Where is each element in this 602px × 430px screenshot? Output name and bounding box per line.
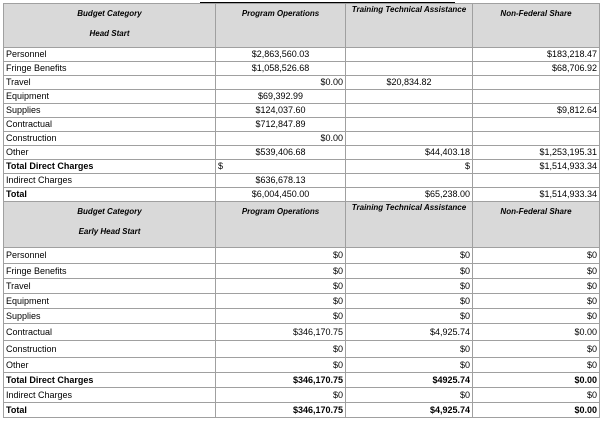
table-row xyxy=(4,248,600,264)
nonfed-cell xyxy=(473,132,600,146)
nonfed-cell: $9,812.64 xyxy=(473,104,600,118)
row-label: Fringe Benefits xyxy=(4,264,216,279)
table-row xyxy=(4,188,600,202)
budget-table xyxy=(3,3,600,418)
row-label: Construction xyxy=(4,341,216,358)
training-cell: $65,238.00 xyxy=(346,188,473,202)
row-label: Travel xyxy=(4,279,216,294)
nonfed-cell: $0 xyxy=(473,294,600,309)
table-row xyxy=(4,279,600,294)
nonfed-cell xyxy=(473,118,600,132)
row-label: Construction xyxy=(4,132,216,146)
table-row xyxy=(4,324,600,341)
program-cell: $539,406.68 xyxy=(216,146,346,160)
program-cell: $346,170.75 xyxy=(216,403,346,418)
nonfed-cell: $183,218.47 xyxy=(473,48,600,62)
program-cell: $0 xyxy=(216,279,346,294)
program-cell: $0 xyxy=(216,341,346,358)
nonfed-cell xyxy=(473,90,600,104)
row-label: Contractual xyxy=(4,324,216,341)
program-cell: $0 xyxy=(216,294,346,309)
table-row xyxy=(4,294,600,309)
program-cell: $0 xyxy=(216,264,346,279)
table-row xyxy=(4,309,600,324)
training-cell: $4,925.74 xyxy=(346,324,473,341)
section-header-head-start xyxy=(4,4,600,48)
table-row xyxy=(4,174,600,188)
table-row xyxy=(4,118,600,132)
training-cell xyxy=(346,132,473,146)
program-name: Head Start xyxy=(89,29,130,38)
program-cell: $712,847.89 xyxy=(216,118,346,132)
row-label: Total xyxy=(4,188,216,202)
training-cell: $0 xyxy=(346,279,473,294)
training-cell xyxy=(346,174,473,188)
training-cell: $0 xyxy=(346,341,473,358)
row-label: Travel xyxy=(4,76,216,90)
row-label: Personnel xyxy=(4,48,216,62)
training-cell: $0 xyxy=(346,309,473,324)
table-row xyxy=(4,104,600,118)
category-header: Budget Category xyxy=(77,9,142,18)
nonfed-cell: $0 xyxy=(473,264,600,279)
nonfed-cell: $0 xyxy=(473,388,600,403)
nonfed-cell: $1,514,933.34 xyxy=(473,188,600,202)
program-cell: $ xyxy=(216,160,346,174)
program-cell: $0 xyxy=(216,388,346,403)
program-cell: $0 xyxy=(216,358,346,373)
program-cell: $0.00 xyxy=(216,132,346,146)
nonfed-cell: $0.00 xyxy=(473,324,600,341)
program-cell: $346,170.75 xyxy=(216,324,346,341)
row-label: Indirect Charges xyxy=(4,388,216,403)
training-cell: $0 xyxy=(346,264,473,279)
program-cell: $2,863,560.03 xyxy=(216,48,346,62)
training-header: Training Technical Assistance xyxy=(346,202,473,248)
row-label: Other xyxy=(4,146,216,160)
row-label: Contractual xyxy=(4,118,216,132)
program-cell: $69,392.99 xyxy=(216,90,346,104)
table-row xyxy=(4,76,600,90)
table-row xyxy=(4,132,600,146)
category-header: Budget Category xyxy=(77,207,142,216)
training-cell xyxy=(346,104,473,118)
non-federal-header: Non-Federal Share xyxy=(473,202,600,248)
program-cell: $0 xyxy=(216,248,346,264)
row-label: Fringe Benefits xyxy=(4,62,216,76)
nonfed-cell: $1,514,933.34 xyxy=(473,160,600,174)
table-row xyxy=(4,403,600,418)
training-cell xyxy=(346,48,473,62)
row-label: Supplies xyxy=(4,309,216,324)
row-label: Total xyxy=(4,403,216,418)
program-cell: $636,678.13 xyxy=(216,174,346,188)
program-operations-header: Program Operations xyxy=(216,202,346,248)
nonfed-cell: $0 xyxy=(473,341,600,358)
section-header-early-head-start xyxy=(4,202,600,248)
table-row xyxy=(4,341,600,358)
training-cell: $0 xyxy=(346,248,473,264)
table-row xyxy=(4,146,600,160)
training-cell xyxy=(346,90,473,104)
training-cell: $0 xyxy=(346,388,473,403)
row-label: Equipment xyxy=(4,90,216,104)
table-row xyxy=(4,160,600,174)
category-header-cell xyxy=(4,4,216,48)
program-cell: $346,170.75 xyxy=(216,373,346,388)
training-cell: $ xyxy=(346,160,473,174)
training-cell: $20,834.82 xyxy=(346,76,473,90)
program-operations-header: Program Operations xyxy=(216,4,346,48)
row-label: Supplies xyxy=(4,104,216,118)
training-cell: $44,403.18 xyxy=(346,146,473,160)
table-row xyxy=(4,358,600,373)
row-label: Total Direct Charges xyxy=(4,160,216,174)
training-cell: $0 xyxy=(346,358,473,373)
table-row xyxy=(4,48,600,62)
row-label: Personnel xyxy=(4,248,216,264)
training-header: Training Technical Assistance xyxy=(346,4,473,48)
training-cell: $4,925.74 xyxy=(346,403,473,418)
row-label: Total Direct Charges xyxy=(4,373,216,388)
training-cell: $4925.74 xyxy=(346,373,473,388)
non-federal-header: Non-Federal Share xyxy=(473,4,600,48)
nonfed-cell: $1,253,195.31 xyxy=(473,146,600,160)
row-label: Other xyxy=(4,358,216,373)
row-label: Equipment xyxy=(4,294,216,309)
nonfed-cell: $0 xyxy=(473,358,600,373)
nonfed-cell: $0 xyxy=(473,279,600,294)
training-cell xyxy=(346,118,473,132)
row-label: Indirect Charges xyxy=(4,174,216,188)
table-row xyxy=(4,264,600,279)
nonfed-cell: $0.00 xyxy=(473,403,600,418)
table-row xyxy=(4,90,600,104)
nonfed-cell: $0 xyxy=(473,248,600,264)
training-cell xyxy=(346,62,473,76)
program-cell: $0 xyxy=(216,309,346,324)
nonfed-cell: $0 xyxy=(473,309,600,324)
nonfed-cell: $68,706.92 xyxy=(473,62,600,76)
program-cell: $124,037.60 xyxy=(216,104,346,118)
program-name: Early Head Start xyxy=(78,227,141,236)
table-row xyxy=(4,388,600,403)
table-row xyxy=(4,62,600,76)
program-cell: $6,004,450.00 xyxy=(216,188,346,202)
nonfed-cell: $0.00 xyxy=(473,373,600,388)
table-row xyxy=(4,373,600,388)
training-cell: $0 xyxy=(346,294,473,309)
program-cell: $0.00 xyxy=(216,76,346,90)
nonfed-cell xyxy=(473,174,600,188)
program-cell: $1,058,526.68 xyxy=(216,62,346,76)
category-header-cell xyxy=(4,202,216,248)
nonfed-cell xyxy=(473,76,600,90)
